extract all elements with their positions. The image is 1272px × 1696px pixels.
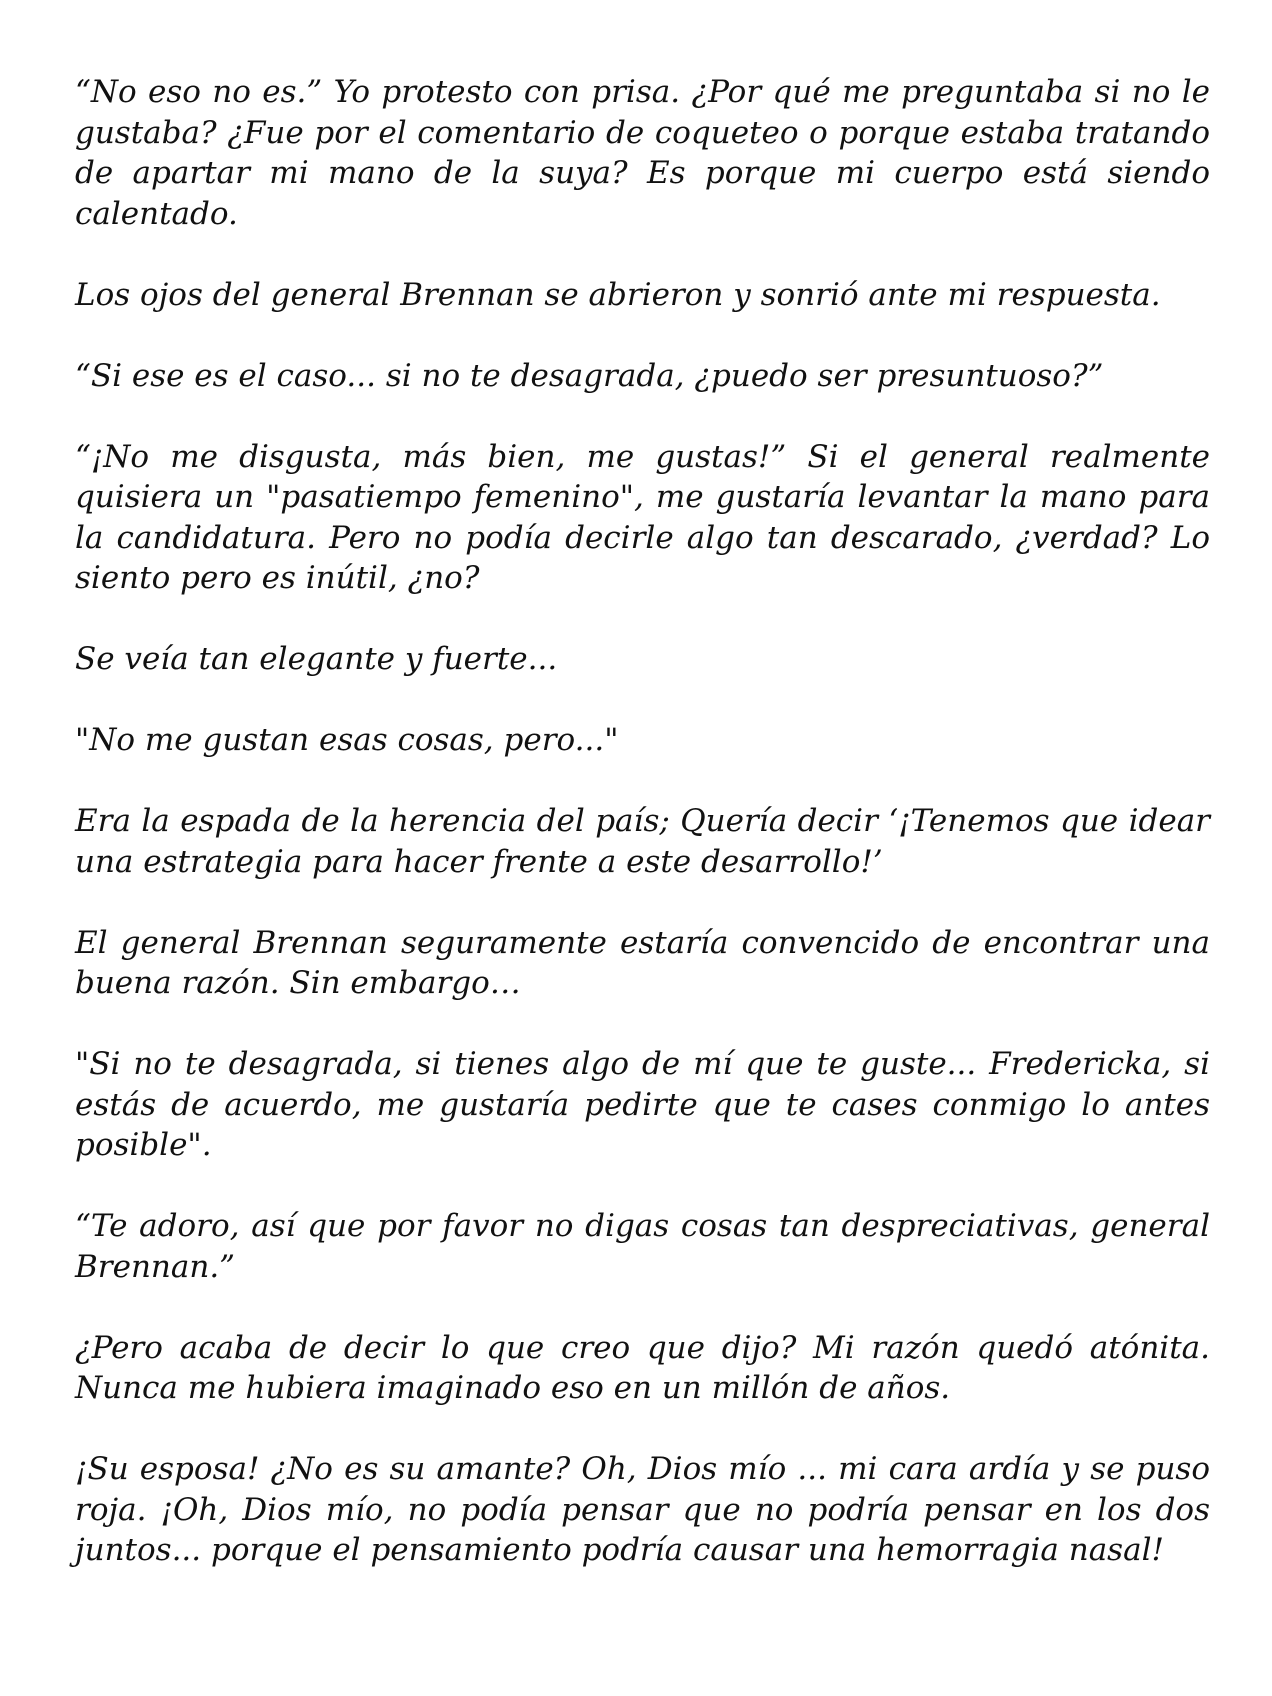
paragraph-3: “Si ese es el caso... si no te desagrada, ¿puedo ser presuntuoso?” [75, 357, 1104, 394]
paragraph-5: Se veía tan elegante y fuerte... [75, 641, 558, 677]
paragraph-9: "Si no te desagrada, si tienes algo de mí que te guste... Fredericka, si estás de acuerdo, me gustaría pedirte que te cases conmigo lo antes posible". [75, 1046, 1210, 1163]
paragraph-11: ¿Pero acaba de decir lo que creo que dijo? Mi razón quedó atónita. Nunca me hubiera imaginado eso en un millón de años. [75, 1329, 1210, 1406]
paragraph-12: ¡Su esposa! ¿No es su amante? Oh, Dios mío ... mi cara ardía y se puso roja. ¡Oh, Dios mío, no podía pensar que no podría pensar en los dos juntos... porque el pensamiento podría causar una hemorragia nasal! [75, 1451, 1210, 1568]
paragraph-6: "No me gustan esas cosas, pero..." [75, 722, 619, 758]
document-page [75, 72, 1210, 1611]
paragraph-8: El general Brennan seguramente estaría convencido de encontrar una buena razón. Sin embargo… [75, 924, 1210, 1001]
paragraph-10: “Te adoro, así que por favor no digas cosas tan despreciativas, general Brennan.” [75, 1208, 1210, 1285]
paragraph-1: “No eso no es.” Yo protesto con prisa. ¿Por qué me preguntaba si no le gustaba? ¿Fue por el comentario de coqueteo o porque estaba tratando de apartar mi mano de la suya? Es porque mi cuerpo está siendo calentado. [75, 74, 1210, 232]
paragraph-4: “¡No me disgusta, más bien, me gustas!” Si el general realmente quisiera un "pasatiempo femenino", me gustaría levantar la mano para la candidatura. Pero no podía decirle algo tan descarado, ¿verdad? Lo siento pero es inútil, ¿no? [75, 438, 1210, 596]
paragraph-2: Los ojos del general Brennan se abrieron y sonrió ante mi respuesta. [75, 276, 1161, 313]
paragraph-7: Era la espada de la herencia del país; Quería decir ‘¡Tenemos que idear una estrategia para hacer frente a este desarrollo!’ [75, 803, 1210, 880]
